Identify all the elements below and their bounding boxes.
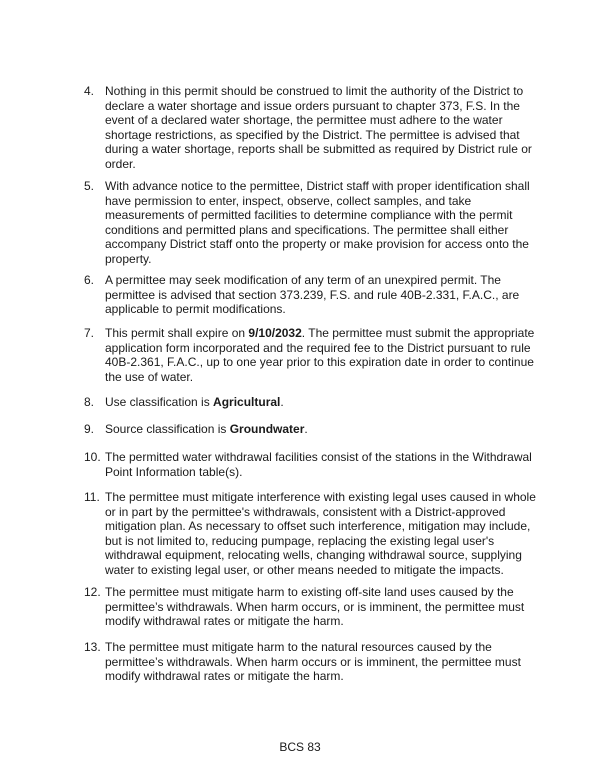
condition-text-part: This permit shall expire on [105,326,249,340]
condition-item-9 [84,422,539,437]
condition-item-7 [84,326,539,384]
condition-number: 10. [84,450,101,464]
condition-text: Nothing in this permit should be construed to limit the authority of the District to declare a water shortage and issue orders pursuant to chapter 373, F.S. In the event of a declared water shortage, the permittee must adhere to the water shortage restrictions, as specified by the District. The permittee is advised that during a water shortage, reports shall be submitted as required by District rule or order. [105,84,532,171]
condition-text: The permittee must mitigate harm to existing off-site land uses caused by the permittee’s withdrawals. When harm occurs, or is imminent, the permittee must modify withdrawal rates or mitigate the harm. [105,585,525,629]
condition-text-part: . [304,422,308,436]
condition-item-8 [84,395,539,410]
condition-item-13 [84,640,539,684]
condition-text [105,395,539,410]
condition-item-6 [84,273,539,317]
condition-number: 9. [84,422,95,436]
condition-item-11 [84,490,539,578]
condition-text-part: Source classification is [105,422,230,436]
condition-number: 13. [84,640,101,654]
source-classification-value: Groundwater [229,422,305,436]
condition-number: 12. [84,585,101,599]
condition-text-part: Use classification is [105,395,214,409]
condition-item-4 [84,84,539,172]
expiration-date: 9/10/2032 [248,326,302,340]
condition-text: A permittee may seek modification of any term of an unexpired permit. The permittee is advised that section 373.239, F.S. and rule 40B-2.331, F.A.C., are applicable to permit modifications. [105,273,520,317]
condition-text [105,326,539,384]
condition-item-12 [84,585,539,629]
condition-number: 8. [84,395,95,409]
condition-text: The permitted water withdrawal facilities consist of the stations in the Withdrawal Point Information table(s). [105,450,532,479]
condition-number: 7. [84,326,95,340]
condition-item-10 [84,450,539,479]
page-footer-label: BCS 83 [279,740,321,754]
condition-number: 11. [84,490,100,504]
condition-text-part: . [280,395,284,409]
condition-text: With advance notice to the permittee, District staff with proper identification shall have permission to enter, inspect, observe, collect samples, and take measurements of permitted facilities to determine compliance with the permit conditions and permitted plans and specifications. The permittee shall either accompany District staff onto the property or make provision for access onto the property. [105,179,530,266]
condition-text-part: . The permittee must submit the appropriate application form incorporated and the required fee to the District pursuant to rule 40B-2.361, F.A.C., up to one year prior to this expiration date in order to continue the use of water. [105,326,535,384]
condition-item-5 [84,179,539,267]
condition-text: The permittee must mitigate harm to the natural resources caused by the permittee’s withdrawals. When harm occurs or is imminent, the permittee must modify withdrawal rates or mitigate the harm. [105,640,521,684]
condition-number: 5. [84,179,95,193]
condition-number: 4. [84,84,95,98]
condition-text [105,422,539,437]
use-classification-value: Agricultural [213,395,281,409]
condition-text: The permittee must mitigate interference with existing legal uses caused in whole or in part by the permittee's withdrawals, consistent with a District-approved mitigation plan. As necessary to offset such interference, mitigation may include, but is not limited to, reducing pumpage, replacing the existing legal user's withdrawal equipment, relocating wells, changing withdrawal source, supplying water to existing legal user, or other means needed to mitigate the impacts. [105,490,536,577]
condition-number: 6. [84,273,95,287]
